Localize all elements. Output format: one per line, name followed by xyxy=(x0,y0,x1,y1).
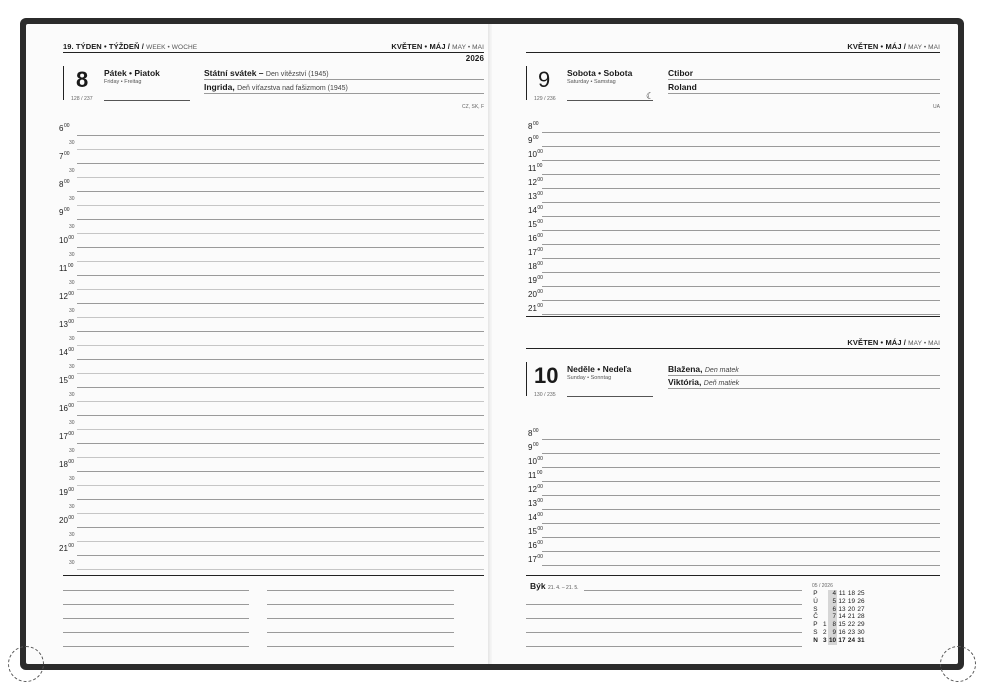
hour-label: $17^{00}$ xyxy=(528,554,543,564)
hour-line xyxy=(77,219,484,220)
hour-label: $12^{00}$ xyxy=(528,177,543,187)
calendar-day: 3 xyxy=(823,636,827,644)
notes-line xyxy=(63,632,249,633)
notes-line xyxy=(526,618,802,619)
notes-rule xyxy=(63,575,484,576)
calendar-row xyxy=(812,613,866,621)
hour-line xyxy=(77,135,484,136)
calendar-day: 15 xyxy=(838,621,846,629)
hour-line xyxy=(77,303,484,304)
notes-line xyxy=(63,590,249,591)
hour-minutes: 00 xyxy=(537,303,543,309)
hour-label: $19^{00}$ xyxy=(59,487,74,497)
hour-minutes: 00 xyxy=(68,459,74,465)
half-hour-line xyxy=(77,149,484,150)
day-count-sat: 129 / 236 xyxy=(534,96,556,102)
hour-label: $12^{00}$ xyxy=(59,291,74,301)
calendar-day: 12 xyxy=(838,597,846,605)
hour-line xyxy=(542,523,940,524)
zodiac-sign xyxy=(530,581,579,591)
half-hour-label: 30 xyxy=(69,532,75,538)
hour-line xyxy=(77,443,484,444)
hour-minutes: 00 xyxy=(537,526,543,532)
month-label-top-en: MAY • MAI xyxy=(908,44,940,51)
hour-minutes: 00 xyxy=(532,135,539,141)
hour-label: $8^{00}$ xyxy=(528,121,539,131)
hour-line xyxy=(77,191,484,192)
half-hour-line xyxy=(77,429,484,430)
hour-label: $9^{00}$ xyxy=(528,135,539,145)
hour-minutes: 00 xyxy=(537,219,543,225)
hour-minutes: 00 xyxy=(532,121,539,127)
hour-line xyxy=(77,163,484,164)
calendar-day: 30 xyxy=(857,628,865,636)
calendar-day: 24 xyxy=(847,636,856,644)
calendar-weekday: Ú xyxy=(813,597,818,605)
half-hour-label: 30 xyxy=(69,448,75,454)
hour-line xyxy=(542,174,940,175)
half-hour-label: 30 xyxy=(69,364,75,370)
hour-line xyxy=(542,188,940,189)
hour-label: $9^{00}$ xyxy=(59,207,70,217)
half-hour-label: 30 xyxy=(69,168,75,174)
hour-label: $10^{00}$ xyxy=(528,456,543,466)
hour-line xyxy=(542,551,940,552)
calendar-day: 22 xyxy=(847,621,856,629)
hour-minutes: 00 xyxy=(63,151,70,157)
notes-line xyxy=(63,618,249,619)
hour-minutes: 00 xyxy=(63,179,70,185)
half-hour-label: 30 xyxy=(69,504,75,510)
calendar-day: 21 xyxy=(847,613,856,621)
right-page xyxy=(492,24,958,664)
day-count-sun: 130 / 235 xyxy=(534,392,556,398)
calendar-day: 8 xyxy=(828,621,837,629)
calendar-weekday: P xyxy=(813,590,818,597)
day-marker-bar-sat xyxy=(526,66,527,100)
calendar-day: 25 xyxy=(857,590,865,597)
name-day-sun-2: Viktória, Deň matiek xyxy=(668,377,740,387)
mini-calendar-title: 05 / 2026 xyxy=(812,583,833,589)
half-hour-label: 30 xyxy=(69,224,75,230)
day-name-sat-en: Saturday • Samstag xyxy=(567,79,616,85)
calendar-day: 19 xyxy=(847,597,856,605)
calendar-day: 14 xyxy=(838,613,846,621)
hour-minutes: 00 xyxy=(532,428,539,434)
sun-end-rule xyxy=(526,575,940,576)
hour-minutes: 00 xyxy=(68,543,74,549)
hour-line xyxy=(77,527,484,528)
calendar-row xyxy=(812,629,866,637)
hour-minutes: 00 xyxy=(68,347,74,353)
hour-line xyxy=(542,286,940,287)
hour-minutes: 00 xyxy=(68,375,74,381)
hour-minutes: 00 xyxy=(537,554,543,560)
hour-label: $11^{00}$ xyxy=(528,470,543,480)
hour-label: $18^{00}$ xyxy=(59,459,74,469)
hour-minutes: 00 xyxy=(537,289,543,295)
hour-line xyxy=(542,453,940,454)
hour-minutes: 00 xyxy=(68,319,74,325)
calendar-day: 9 xyxy=(828,629,837,637)
calendar-day: 5 xyxy=(828,598,837,606)
day-name-sat: Sobota • Sobota xyxy=(567,68,633,78)
half-hour-line xyxy=(77,289,484,290)
hour-line xyxy=(77,331,484,332)
notes-line xyxy=(267,604,454,605)
hour-line xyxy=(542,537,940,538)
day-underline xyxy=(104,100,190,101)
hour-label: $21^{00}$ xyxy=(59,543,74,553)
calendar-weekday: Č xyxy=(813,613,818,621)
name-day-sun-1: Blažena, Den matek xyxy=(668,364,739,374)
half-hour-line xyxy=(77,317,484,318)
notes-line xyxy=(584,590,802,591)
day-number-sat: 9 xyxy=(538,67,551,92)
half-hour-line xyxy=(77,205,484,206)
hour-line xyxy=(542,314,940,315)
calendar-weekday: N xyxy=(813,636,818,644)
hour-label: $16^{00}$ xyxy=(528,233,543,243)
hour-label: $13^{00}$ xyxy=(528,498,543,508)
notes-line xyxy=(267,618,454,619)
name-line-sat-2 xyxy=(668,93,940,94)
hour-minutes: 00 xyxy=(537,498,543,504)
hour-label: $10^{00}$ xyxy=(528,149,543,159)
calendar-row xyxy=(812,598,866,606)
calendar-weekday: P xyxy=(813,621,818,629)
hour-minutes: 00 xyxy=(537,456,543,462)
name-line-sat-1 xyxy=(668,79,940,80)
half-hour-line xyxy=(77,233,484,234)
half-hour-line xyxy=(77,373,484,374)
hour-minutes: 00 xyxy=(537,261,543,267)
hour-label: $17^{00}$ xyxy=(528,247,543,257)
header-rule-bottom xyxy=(526,348,940,349)
day-name-sun-en: Sunday • Sonntag xyxy=(567,375,612,381)
half-hour-line xyxy=(77,457,484,458)
calendar-day: 31 xyxy=(857,636,865,644)
hour-label: $15^{00}$ xyxy=(528,526,543,536)
planner-book xyxy=(20,18,964,670)
day-name-sun: Neděle • Nedeľa xyxy=(567,364,632,374)
hour-line xyxy=(542,258,940,259)
day-underline-sun xyxy=(567,396,653,397)
hour-minutes: 00 xyxy=(67,263,74,269)
hour-label: $10^{00}$ xyxy=(59,235,74,245)
calendar-row xyxy=(812,606,866,614)
hour-label: $16^{00}$ xyxy=(528,540,543,550)
hour-line xyxy=(542,565,940,566)
notes-line xyxy=(63,604,249,605)
calendar-day: 17 xyxy=(838,636,846,644)
month-header-bottom xyxy=(847,338,940,347)
day-marker-bar xyxy=(63,66,64,100)
hour-line xyxy=(77,415,484,416)
hour-label: $14^{00}$ xyxy=(528,512,543,522)
hour-minutes: 00 xyxy=(537,149,543,155)
zodiac-range: 21. 4. – 21. 5. xyxy=(547,585,579,591)
calendar-day: 1 xyxy=(823,621,827,629)
half-hour-label: 30 xyxy=(69,476,75,482)
hour-label: $7^{00}$ xyxy=(59,151,70,161)
calendar-day: 16 xyxy=(838,628,846,636)
half-hour-line xyxy=(77,401,484,402)
hour-line xyxy=(542,244,940,245)
half-hour-label: 30 xyxy=(69,560,75,566)
hour-minutes: 00 xyxy=(537,512,543,518)
hour-line xyxy=(542,467,940,468)
hour-line xyxy=(77,275,484,276)
day-count: 128 / 237 xyxy=(71,96,93,102)
half-hour-label: 30 xyxy=(69,280,75,286)
hour-minutes: 00 xyxy=(68,403,74,409)
header-rule-top xyxy=(526,52,940,53)
hour-minutes: 00 xyxy=(537,177,543,183)
mini-calendar xyxy=(812,590,866,645)
hour-minutes: 00 xyxy=(68,291,74,297)
half-hour-label: 30 xyxy=(69,140,75,146)
hour-minutes: 00 xyxy=(537,540,543,546)
calendar-row xyxy=(812,621,866,629)
hour-label: $17^{00}$ xyxy=(59,431,74,441)
zodiac-name: Býk xyxy=(530,581,546,591)
hour-line xyxy=(542,230,940,231)
calendar-day: 27 xyxy=(857,605,865,613)
hour-minutes: 00 xyxy=(536,470,543,476)
page-corner-mark-right xyxy=(940,646,976,682)
hour-line xyxy=(542,481,940,482)
calendar-day: 20 xyxy=(847,605,856,613)
notes-line xyxy=(526,632,802,633)
hour-minutes: 00 xyxy=(537,275,543,281)
hour-line xyxy=(542,439,940,440)
calendar-day: 2 xyxy=(823,628,827,636)
half-hour-label: 30 xyxy=(69,308,75,314)
hour-minutes: 00 xyxy=(537,205,543,211)
hour-label: $12^{00}$ xyxy=(528,484,543,494)
day-number-sun: 10 xyxy=(534,363,559,388)
notes-line xyxy=(267,590,454,591)
calendar-row xyxy=(812,590,866,598)
half-hour-label: 30 xyxy=(69,392,75,398)
month-header xyxy=(391,42,484,51)
left-page xyxy=(26,24,492,664)
header-rule xyxy=(63,52,484,53)
hour-label: $20^{00}$ xyxy=(528,289,543,299)
hour-label: $16^{00}$ xyxy=(59,403,74,413)
calendar-row xyxy=(812,637,866,645)
calendar-day: 6 xyxy=(828,606,837,614)
day-name: Pátek • Piatok xyxy=(104,68,160,78)
month-label-en: MAY • MAI xyxy=(452,44,484,51)
week-label: 19. TÝDEN • TÝŽDEŇ / xyxy=(63,42,144,51)
hour-line xyxy=(77,247,484,248)
hour-line xyxy=(542,216,940,217)
calendar-day: 10 xyxy=(828,636,837,644)
hour-line xyxy=(542,146,940,147)
half-hour-line xyxy=(77,261,484,262)
notes-line xyxy=(526,646,802,647)
name-day-1: Státní svátek – Den vítězství (1945) xyxy=(204,68,329,78)
hour-label: $8^{00}$ xyxy=(528,428,539,438)
sat-end-rule xyxy=(526,316,940,317)
calendar-day: 26 xyxy=(857,597,865,605)
hour-minutes: 00 xyxy=(63,123,70,129)
hour-line xyxy=(542,272,940,273)
month-header-top xyxy=(847,42,940,51)
name-line-sun-1 xyxy=(668,375,940,376)
month-label-bottom-en: MAY • MAI xyxy=(908,340,940,347)
month-label-top: KVĚTEN • MÁJ / xyxy=(847,42,906,51)
hour-label: $14^{00}$ xyxy=(59,347,74,357)
half-hour-label: 30 xyxy=(69,336,75,342)
hour-line xyxy=(542,202,940,203)
hour-minutes: 00 xyxy=(68,515,74,521)
hour-label: $9^{00}$ xyxy=(528,442,539,452)
notes-line xyxy=(267,632,454,633)
hour-line xyxy=(77,387,484,388)
hour-line xyxy=(77,499,484,500)
half-hour-line xyxy=(77,485,484,486)
half-hour-label: 30 xyxy=(69,196,75,202)
calendar-day: 18 xyxy=(847,590,856,597)
half-hour-label: 30 xyxy=(69,420,75,426)
hour-label: $8^{00}$ xyxy=(59,179,70,189)
year-label: 2026 xyxy=(465,54,484,63)
notes-line xyxy=(267,646,454,647)
hour-label: $20^{00}$ xyxy=(59,515,74,525)
moon-phase-icon: ☾ xyxy=(646,91,655,101)
name-day-2: Ingrida, Deň víťazstva nad fašizmom (1945) xyxy=(204,82,348,92)
hour-line xyxy=(542,300,940,301)
name-line-1 xyxy=(204,79,484,80)
day-marker-bar-sun xyxy=(526,362,527,396)
month-label-bottom: KVĚTEN • MÁJ / xyxy=(847,338,906,347)
half-hour-line xyxy=(77,345,484,346)
hour-minutes: 00 xyxy=(537,233,543,239)
hour-minutes: 00 xyxy=(68,431,74,437)
hour-minutes: 00 xyxy=(536,163,543,169)
hour-line xyxy=(77,359,484,360)
notes-line xyxy=(63,646,249,647)
hour-label: $19^{00}$ xyxy=(528,275,543,285)
name-line-sun-2 xyxy=(668,388,940,389)
hour-line xyxy=(542,160,940,161)
calendar-day: 23 xyxy=(847,628,856,636)
calendar-day: 11 xyxy=(838,590,846,597)
calendar-day: 29 xyxy=(857,621,865,629)
hour-minutes: 00 xyxy=(68,235,74,241)
week-header xyxy=(63,42,197,51)
hour-label: $15^{00}$ xyxy=(528,219,543,229)
day-name-en: Friday • Freitag xyxy=(104,79,142,85)
hour-label: $11^{00}$ xyxy=(59,263,74,273)
hour-label: $13^{00}$ xyxy=(59,319,74,329)
hour-line xyxy=(77,471,484,472)
hour-label: $13^{00}$ xyxy=(528,191,543,201)
month-label: KVĚTEN • MÁJ / xyxy=(391,42,450,51)
calendar-day: 4 xyxy=(828,590,837,598)
hour-label: $11^{00}$ xyxy=(528,163,543,173)
hour-label: $18^{00}$ xyxy=(528,261,543,271)
hour-label: $6^{00}$ xyxy=(59,123,70,133)
day-underline-sat xyxy=(567,100,653,101)
hour-minutes: 00 xyxy=(63,207,70,213)
hour-minutes: 00 xyxy=(68,487,74,493)
half-hour-line xyxy=(77,513,484,514)
hour-minutes: 00 xyxy=(532,442,539,448)
calendar-weekday: S xyxy=(813,605,818,613)
hour-label: $14^{00}$ xyxy=(528,205,543,215)
hour-line xyxy=(77,555,484,556)
calendar-day: 7 xyxy=(828,613,837,621)
hour-line xyxy=(542,132,940,133)
calendar-day: 13 xyxy=(838,605,846,613)
notes-line xyxy=(526,604,802,605)
half-hour-line xyxy=(77,177,484,178)
calendar-weekday: S xyxy=(813,628,818,636)
name-day-sat-1: Ctibor xyxy=(668,68,694,78)
half-hour-line xyxy=(77,541,484,542)
hour-label: $21^{00}$ xyxy=(528,303,543,313)
day-number: 8 xyxy=(76,67,89,92)
page-corner-mark xyxy=(8,646,44,682)
region-code: CZ, SK, F xyxy=(462,104,484,110)
name-line-2 xyxy=(204,93,484,94)
hour-line xyxy=(542,509,940,510)
hour-minutes: 00 xyxy=(537,191,543,197)
region-code-sat: UA xyxy=(933,104,940,110)
hour-minutes: 00 xyxy=(537,247,543,253)
hour-line xyxy=(542,495,940,496)
hour-minutes: 00 xyxy=(537,484,543,490)
half-hour-line xyxy=(77,569,484,570)
hour-label: $15^{00}$ xyxy=(59,375,74,385)
calendar-day: 28 xyxy=(857,613,865,621)
week-label-en: WEEK • WOCHE xyxy=(146,44,198,51)
name-day-sat-2: Roland xyxy=(668,82,697,92)
half-hour-label: 30 xyxy=(69,252,75,258)
